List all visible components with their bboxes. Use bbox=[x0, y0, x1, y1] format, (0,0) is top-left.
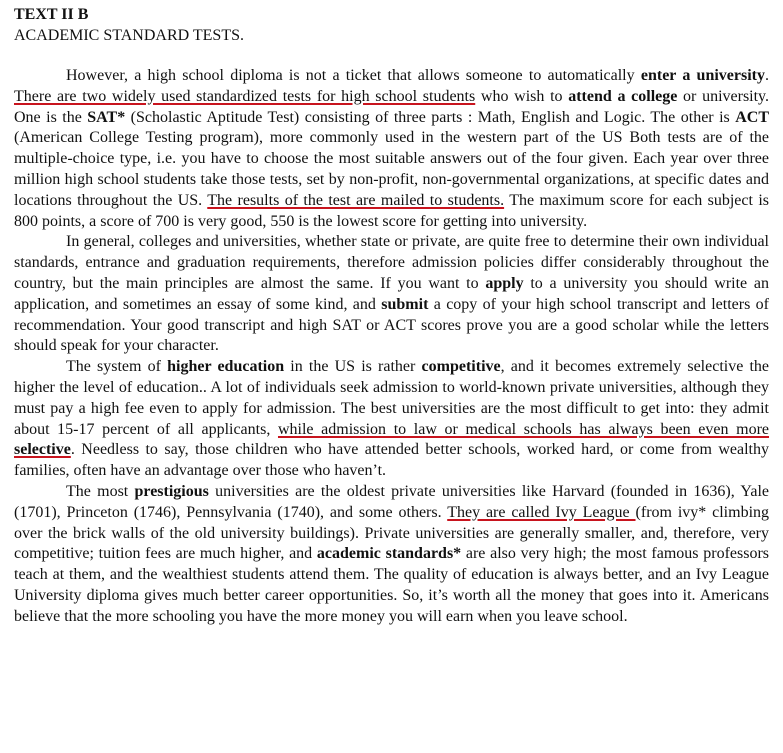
bold-term: ACT bbox=[735, 108, 769, 126]
paragraph-4 bbox=[14, 482, 769, 628]
text-span: in the US is rather bbox=[284, 358, 422, 376]
paragraph-3 bbox=[14, 357, 769, 482]
text-span: In general, colleges and universities, whether state or private, are quite free to determine their own individual standards, entrance and graduation requirements, therefore admission policies differ considerably throughout the country, but the main principles are almost the same. If you want to bbox=[14, 233, 769, 292]
text-span: The maximum score for each subject is 800 points, a score of 700 is very good, 550 is the lowest score for getting into university. bbox=[14, 191, 770, 230]
text-span: (American College Testing program), more commonly used in the western part of the US Both tests are of the multiple-choice type, i.e. you have to choose the most suitable answers out of the four given. Each year over three million high school students take those tests, set by non-profit, non-governmental organizations, at specific dates and locations throughout the US. bbox=[14, 129, 769, 209]
underlined-sentence: while admission to law or medical schools has always been even more bbox=[277, 420, 770, 438]
text-span: . Needless to say, those children who have attended better schools, worked hard, or come from wealthy families, often have an advantage over those who haven’t. bbox=[14, 441, 769, 480]
text-span: are also very high; the most famous professors teach at them, and the wealthiest students attend them. The quality of education is always better, and an Ivy League University diploma gives much better career opportunities. So, it’s worth all the money that goes into it. Americans believe that the more schooling you have the more money you will earn when you leave school. bbox=[14, 545, 769, 625]
bold-term: higher education bbox=[167, 358, 285, 376]
bold-term: academic standards* bbox=[316, 545, 462, 563]
bold-term: enter a university bbox=[640, 67, 765, 84]
bold-term: submit bbox=[381, 295, 429, 313]
paragraph-1 bbox=[14, 66, 769, 232]
document-subtitle: ACADEMIC STANDARD TESTS. bbox=[14, 27, 244, 44]
text-span: or university. One is the bbox=[14, 87, 770, 126]
bold-term: SAT* bbox=[87, 108, 126, 126]
underlined-sentence: There are two widely used standardized tests for high school students bbox=[14, 87, 476, 105]
bold-term: selective bbox=[14, 441, 71, 459]
text-span: , and it becomes extremely selective the higher the level of education.. A lot of individuals seek admission to world-known private universities, although they must pay a high fee even to apply for admission. The best universities are the most difficult to get into: they admit about 15-17 percent of all applicants, bbox=[14, 358, 770, 438]
text-span: to a university you should write an application, and sometimes an essay of some kind, and bbox=[14, 274, 770, 313]
bold-term: prestigious bbox=[134, 482, 209, 500]
text-span: (Scholastic Aptitude Test) consisting of three parts : Math, English and Logic. The other is bbox=[125, 108, 736, 126]
paragraph-2 bbox=[14, 232, 769, 357]
underlined-sentence: The results of the test are mailed to students. bbox=[207, 191, 505, 209]
text-span: . bbox=[765, 67, 769, 84]
underlined-sentence: They are called Ivy League bbox=[447, 503, 636, 521]
text-span: a copy of your high school transcript and letters of recommendation. Your good transcript and high SAT or ACT scores prove you are a good scholar while the letters should speak for your character. bbox=[14, 295, 769, 355]
text-span: universities are the oldest private universities like Harvard (founded in 1636), Yale (1701), Princeton (1746), Pennsylvania (1740), and some others. bbox=[14, 482, 769, 521]
bold-term: apply bbox=[485, 274, 524, 292]
text-span: The system of bbox=[66, 358, 168, 376]
bold-term: competitive bbox=[421, 358, 501, 376]
document-title: TEXT II B bbox=[14, 6, 89, 23]
text-span: who wish to bbox=[475, 87, 569, 105]
text-span: (from ivy* climbing over the brick walls of the old university buildings). Private universities are generally smaller, and, therefore, very competitive; tuition fees are much higher, and bbox=[14, 503, 770, 563]
bold-term: attend a college bbox=[568, 87, 678, 105]
text-span: The most bbox=[66, 482, 135, 500]
text-span: However, a high school diploma is not a ticket that allows someone to automatically bbox=[66, 67, 641, 84]
